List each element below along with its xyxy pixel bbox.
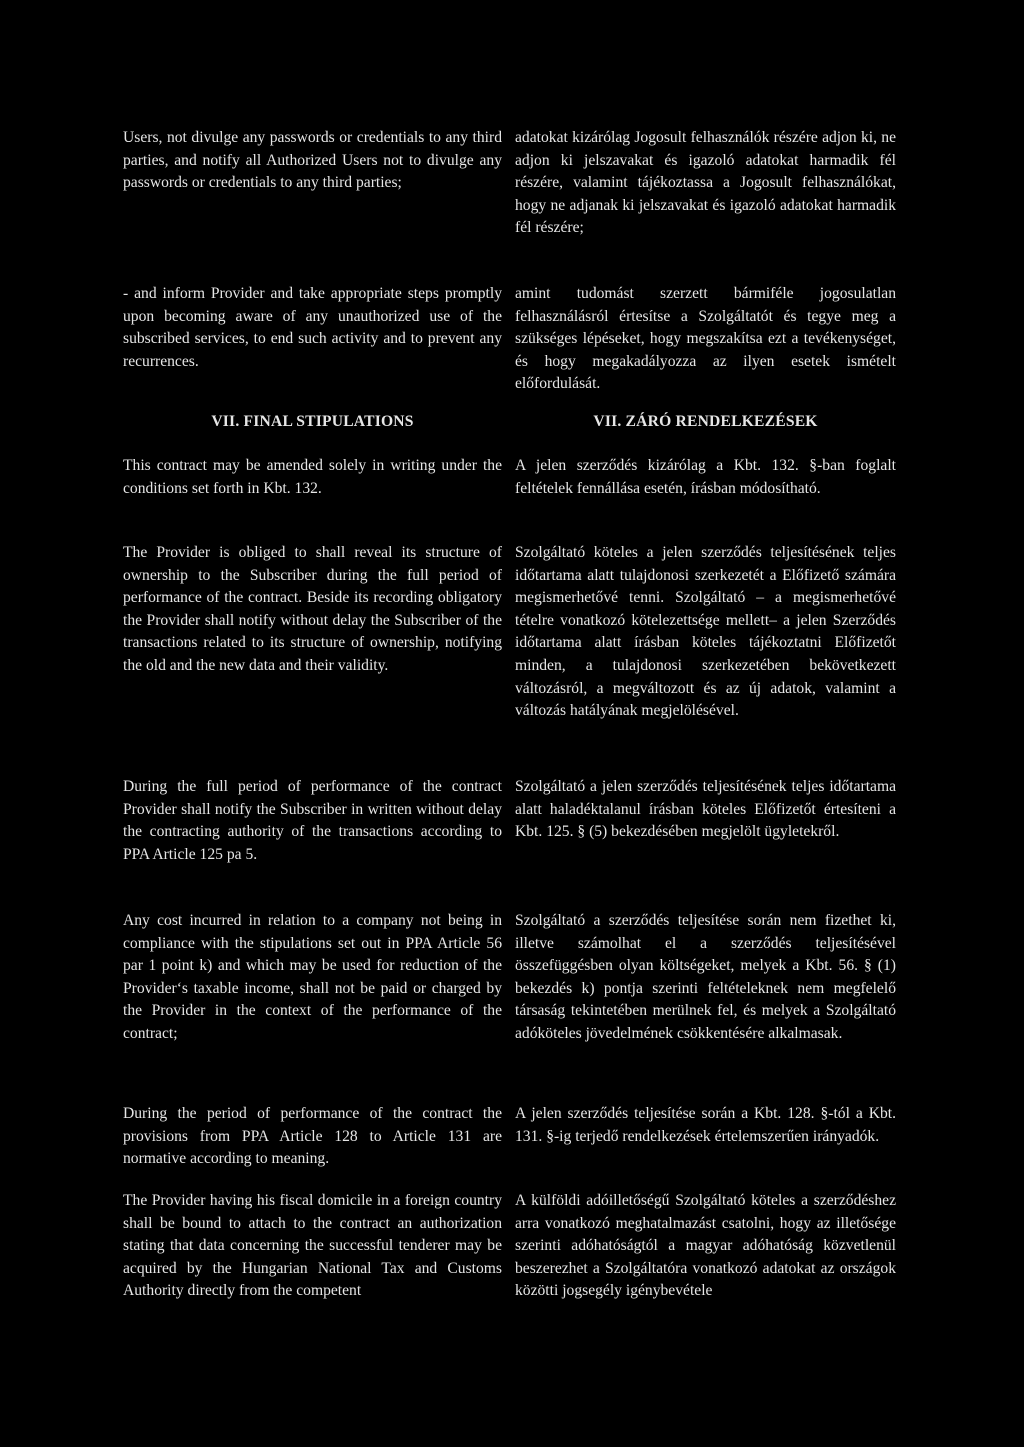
paragraph-hu-4: Szolgáltató köteles a jelen szerződés teljesítésének teljes időtartama alatt tulajdonosi szerkezetét a Előfizető számára megismerhetővé tenni. Szolgáltató – a megismerhetővé tételre vonatkozó kötelezettsége mellett– a jelen Szerződés időtartama alatt írásban köteles tájékoztatni Előfizetőt minden, a tulajdonosi szerkezetében bekövetkezett változásról, a megváltozott és az új adatok, valamint a változás hatályának megjelölésével. (515, 544, 896, 720)
paragraph-hu-2: amint tudomást szerzett bármiféle jogosulatlan felhasználásról értesítse a Szolgáltatót és tegye meg a szükséges lépéseket, hogy megszakítsa ezt a tevékenységet, és hogy megakadályozza az ilyen esetek ismételt előfordulását. (515, 285, 896, 393)
paragraph-en-1: Users, not divulge any passwords or credentials to any third parties, and notify all Authorized Users not to divulge any passwords or credentials to any third parties; (123, 129, 502, 192)
paragraph-en-5: During the full period of performance of the contract Provider shall notify the Subscriber in written without delay the contracting authority of the transactions according to PPA Article 125 pa 5. (123, 778, 502, 863)
section-heading-hu: VII. ZÁRÓ RENDELKEZÉSEK (593, 413, 818, 430)
paragraph-hu-8: A külföldi adóilletőségű Szolgáltató köteles a szerződéshez arra vonatkozó meghatalmazást csatolni, hogy az illetősége szerinti adóhatóságtól a magyar adóhatóság közvetlenül beszerezhet a Szolgáltatóra vonatkozó adatokat az országok közötti jogsegély igénybevétele (515, 1192, 896, 1300)
paragraph-en-6: Any cost incurred in relation to a company not being in compliance with the stipulations set out in PPA Article 56 par 1 point k) and which may be used for reduction of the Provider‘s taxable income, shall not be paid or charged by the Provider in the context of the performance of the contract; (123, 912, 502, 1042)
paragraph-en-2: - and inform Provider and take appropriate steps promptly upon becoming aware of any unauthorized use of the subscribed services, to end such activity and to prevent any recurrences. (123, 285, 502, 370)
paragraph-hu-7: A jelen szerződés teljesítése során a Kbt. 128. §-tól a Kbt. 131. §-ig terjedő rendelkezések értelemszerűen irányadók. (515, 1105, 896, 1145)
section-heading-en: VII. FINAL STIPULATIONS (211, 413, 414, 430)
paragraph-en-3: This contract may be amended solely in writing under the conditions set forth in Kbt. 132. (123, 457, 502, 497)
paragraph-hu-1: adatokat kizárólag Jogosult felhasználók részére adjon ki, ne adjon ki jelszavakat és igazoló adatokat harmadik fél részére, valamint tájékoztassa a Jogosult felhasználókat, hogy ne adjanak ki jelszavakat és igazoló adatokat harmadik fél részére; (515, 129, 896, 237)
paragraph-hu-5: Szolgáltató a jelen szerződés teljesítésének teljes időtartama alatt haladéktalanul írásban köteles Előfizetőt értesíteni a Kbt. 125. § (5) bekezdésében megjelölt ügyletekről. (515, 778, 896, 841)
paragraph-hu-3: A jelen szerződés kizárólag a Kbt. 132. §-ban foglalt feltételek fennállása esetén, írásban módosítható. (515, 457, 896, 497)
paragraph-en-4: The Provider is obliged to shall reveal its structure of ownership to the Subscriber during the full period of performance of the contract. Beside its recording obligatory the Provider shall notify without delay the Subscriber of the transactions related to its structure of ownership, notifying the old and the new data and their validity. (123, 544, 502, 674)
paragraph-en-8: The Provider having his fiscal domicile in a foreign country shall be bound to attach to the contract an authorization stating that data concerning the successful tenderer may be acquired by the Hungarian National Tax and Customs Authority directly from the competent (123, 1192, 502, 1300)
paragraph-hu-6: Szolgáltató a szerződés teljesítése során nem fizethet ki, illetve számolhat el a szerződés teljesítésével összefüggésben olyan költségeket, melyek a Kbt. 56. § (1) bekezdés k) pontja szerinti feltételeknek nem megfelelő társaság tekintetében merülnek fel, és melyek a Szolgáltató adóköteles jövedelmének csökkentésére alkalmasak. (515, 912, 896, 1042)
paragraph-en-7: During the period of performance of the contract the provisions from PPA Article 128 to Article 131 are normative according to meaning. (123, 1105, 502, 1168)
